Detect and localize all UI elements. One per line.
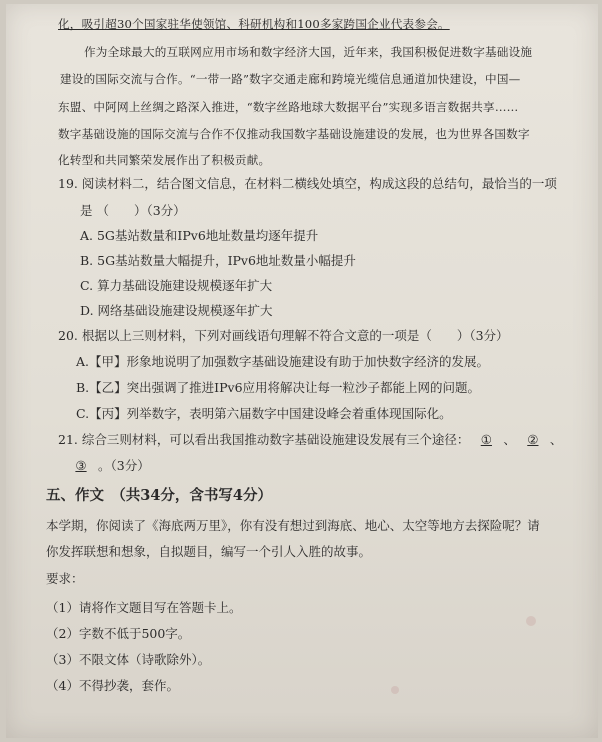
question-20-option-a: A.【甲】形象地说明了加强数字基础设施建设有助于加快数字经济的发展。 [76,354,490,369]
question-21-stem-prefix: 21. 综合三则材料，可以看出我国推动数字基础设施建设发展有三个途径： [58,432,470,447]
material-paragraph-line: 作为全球最大的互联网应用市场和数字经济大国，近年来，我国积极促进数字基础设施 [84,45,533,59]
question-19-stem-end: 是 （ ）（3分） [80,203,186,218]
question-19-option-b: B. 5G基站数量大幅提升，IPv6地址数量小幅提升 [80,253,356,268]
question-19-option-d: D. 网络基础设施建设规模逐年扩大 [80,303,273,318]
requirement-item: （3）不限文体（诗歌除外）。 [46,652,211,667]
essay-prompt-line: 本学期，你阅读了《海底两万里》，你有没有想过到海底、地心、太空等地方去探险呢？请 [46,518,540,533]
requirement-item: （2）字数不低于500字。 [46,626,191,641]
question-21-stem [58,432,562,448]
answer-blank-2: ② [527,432,539,447]
exam-paper-sheet [6,4,598,738]
question-20-option-b: B.【乙】突出强调了推进IPv6应用将解决让每一粒沙子都能上网的问题。 [76,380,481,395]
material-closing-sentence: 化，吸引超30个国家驻华使领馆、科研机构和100多家跨国企业代表参会。 [58,17,450,31]
requirement-item: （1）请将作文题目写在答题卡上。 [46,600,242,615]
question-20-stem: 20. 根据以上三则材料，下列对画线语句理解不符合文意的一项是（ ）（3分） [58,328,509,343]
material-paragraph-line: 数字基础设施的国际交流与合作不仅推动我国数字基础设施建设的发展，也为世界各国数字 [58,127,530,141]
question-21-stem-end [64,458,150,474]
essay-prompt-line: 你发挥联想和想象，自拟题目，编写一个引人入胜的故事。 [46,544,372,559]
section-five-title: 五、作文 （共34分，含书写4分） [46,487,273,504]
answer-blank-3: ③ [75,458,87,473]
material-paragraph-line: 化转型和共同繁荣发展作出了积极贡献。 [58,153,271,167]
paper-stain [391,686,399,694]
answer-blank-1: ① [480,432,492,447]
material-paragraph-line: 建设的国际交流与合作。“一带一路”数字交通走廊和跨境光缆信息通道加快建设，中国— [60,72,521,86]
question-19-stem: 19. 阅读材料二，结合图文信息，在材料二横线处填空，构成这段的总结句，最恰当的一项 [58,176,557,191]
requirement-item: （4）不得抄袭，套作。 [46,678,179,693]
question-21-stem-suffix: 。（3分） [98,458,150,473]
requirements-label: 要求： [46,571,84,586]
material-paragraph-line: 东盟、中阿网上丝绸之路深入推进，“数字丝路地球大数据平台”实现多语言数据共享…… [58,100,519,114]
question-19-option-a: A. 5G基站数量和IPv6地址数量均逐年提升 [80,228,319,243]
question-19-option-c: C. 算力基础设施建设规模逐年扩大 [80,278,273,293]
paper-stain [526,616,536,626]
question-20-option-c: C.【丙】列举数字，表明第六届数字中国建设峰会着重体现国际化。 [76,406,452,421]
blank-separator: 、 [549,432,563,447]
blank-separator: 、 [503,432,516,447]
